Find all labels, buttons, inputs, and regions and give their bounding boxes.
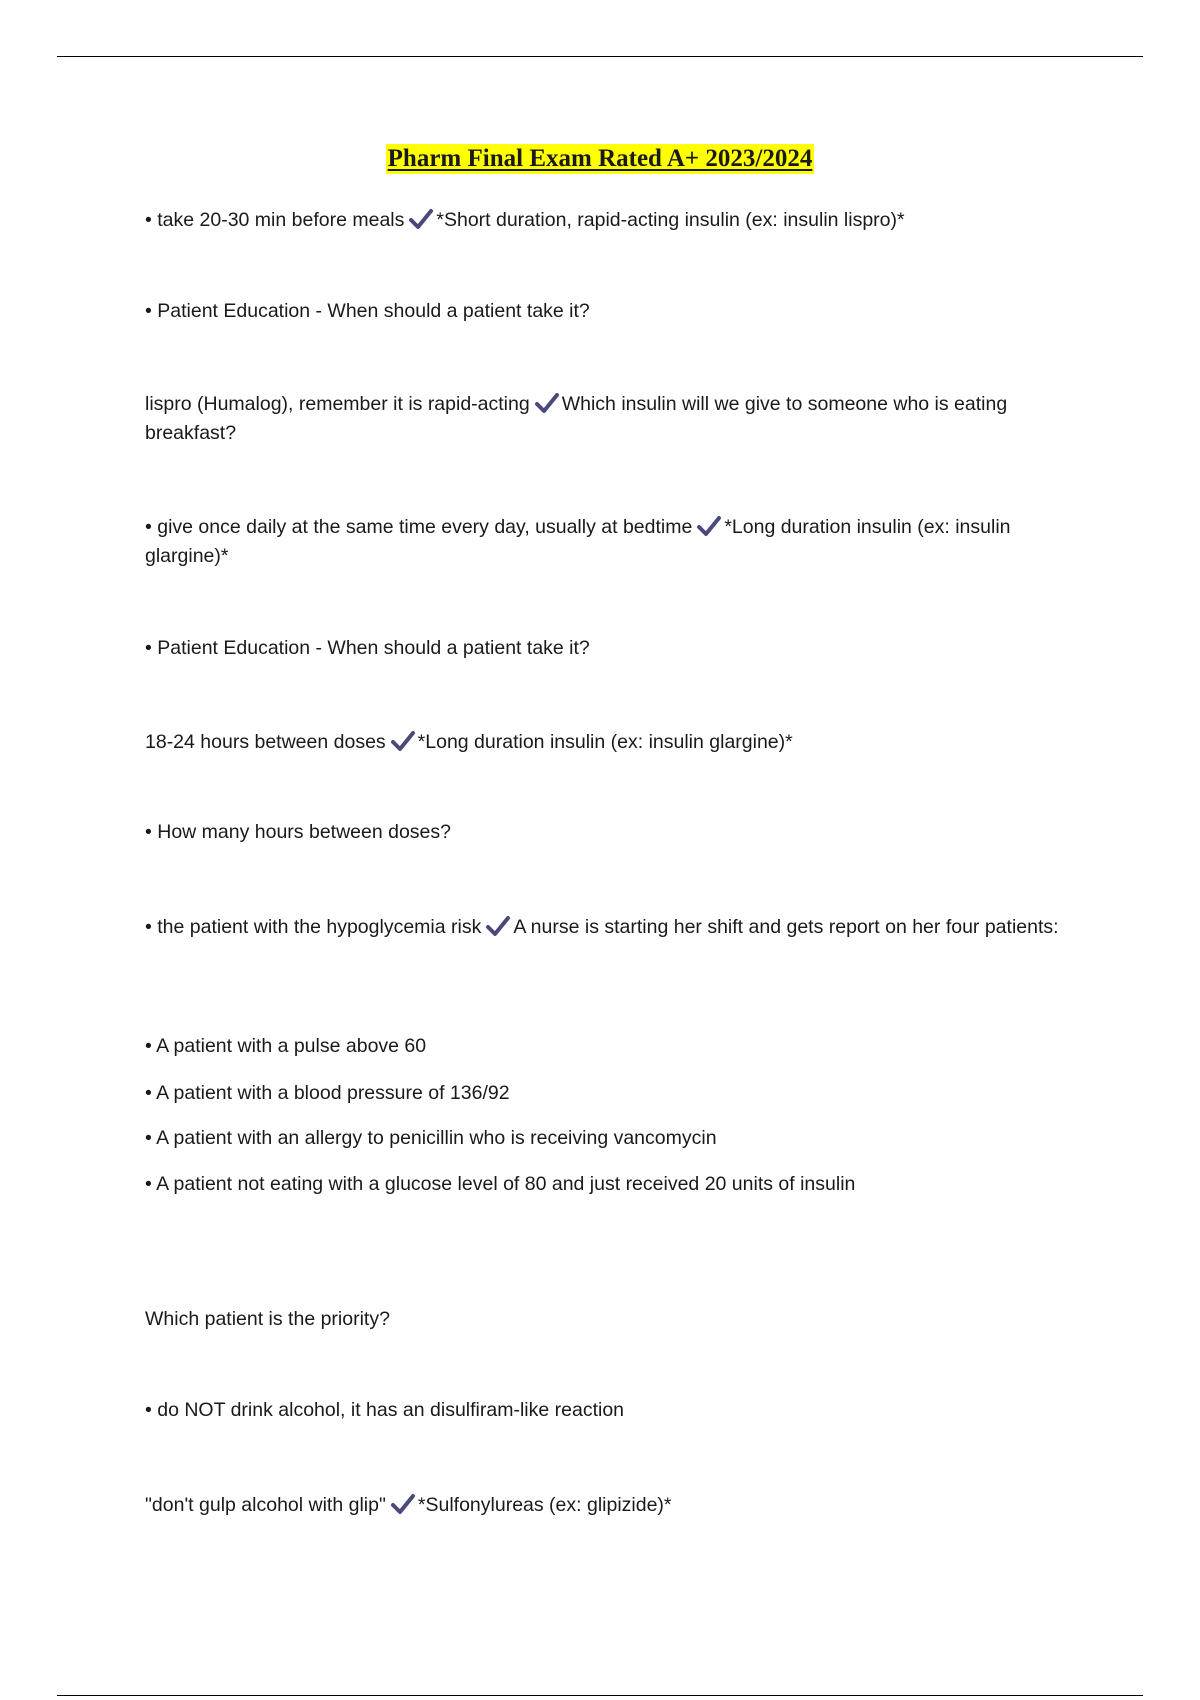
question-text: Which patient is the priority?	[145, 1308, 390, 1330]
question-line	[145, 1305, 1065, 1334]
footer-rule	[57, 1695, 1143, 1696]
answer-text: • do NOT drink alcohol, it has an disulfiram-like reaction	[145, 1399, 625, 1421]
question-text: • Patient Education - When should a patient take it?	[145, 637, 590, 659]
option-text: • A patient with a pulse above 60	[145, 1035, 427, 1057]
answer-text: 18-24 hours between doses	[145, 731, 386, 753]
answer-line	[145, 513, 1065, 571]
question-line	[145, 818, 1065, 847]
document-title: Pharm Final Exam Rated A+ 2023/2024	[387, 145, 813, 172]
question-text: A nurse is starting her shift and gets report on her four patients:	[513, 916, 1059, 938]
checkmark-icon	[390, 730, 416, 752]
answer-line	[145, 728, 1065, 757]
option-item	[145, 1032, 1065, 1061]
question-line	[145, 297, 1065, 326]
answer-line	[145, 1396, 1065, 1425]
question-text: *Sulfonylureas (ex: glipizide)*	[417, 1494, 672, 1516]
answer-line	[145, 206, 1065, 235]
question-text: *Long duration insulin (ex: insulin glargine)*	[145, 516, 1011, 567]
answer-text: lispro (Humalog), remember it is rapid-acting	[145, 393, 530, 415]
answer-text: • give once daily at the same time every day, usually at bedtime	[145, 516, 693, 538]
checkmark-icon	[696, 515, 722, 537]
checkmark-icon	[485, 915, 511, 937]
question-text: • How many hours between doses?	[145, 821, 451, 843]
answer-text: • the patient with the hypoglycemia risk	[145, 916, 482, 938]
answer-line	[145, 390, 1065, 448]
question-text: *Short duration, rapid-acting insulin (ex: insulin lispro)*	[436, 209, 905, 231]
checkmark-icon	[534, 392, 560, 414]
answer-text: • take 20-30 min before meals	[145, 209, 405, 231]
answer-line	[145, 913, 1065, 942]
question-text: *Long duration insulin (ex: insulin glargine)*	[417, 731, 793, 753]
checkmark-icon	[390, 1493, 416, 1515]
question-text: Which insulin will we give to someone who is eating breakfast?	[145, 393, 1008, 444]
option-item	[145, 1124, 1065, 1153]
option-text: • A patient with an allergy to penicillin who is receiving vancomycin	[145, 1127, 717, 1149]
option-text: • A patient not eating with a glucose level of 80 and just received 20 units of insulin	[145, 1173, 856, 1195]
option-item	[145, 1170, 1065, 1199]
header-rule	[57, 56, 1143, 57]
option-item	[145, 1079, 1065, 1108]
option-text: • A patient with a blood pressure of 136/92	[145, 1082, 510, 1104]
question-line	[145, 634, 1065, 663]
question-text: • Patient Education - When should a patient take it?	[145, 300, 590, 322]
title-container	[0, 144, 1200, 174]
answer-line	[145, 1491, 1065, 1520]
answer-text: "don't gulp alcohol with glip"	[145, 1494, 386, 1516]
checkmark-icon	[408, 208, 434, 230]
